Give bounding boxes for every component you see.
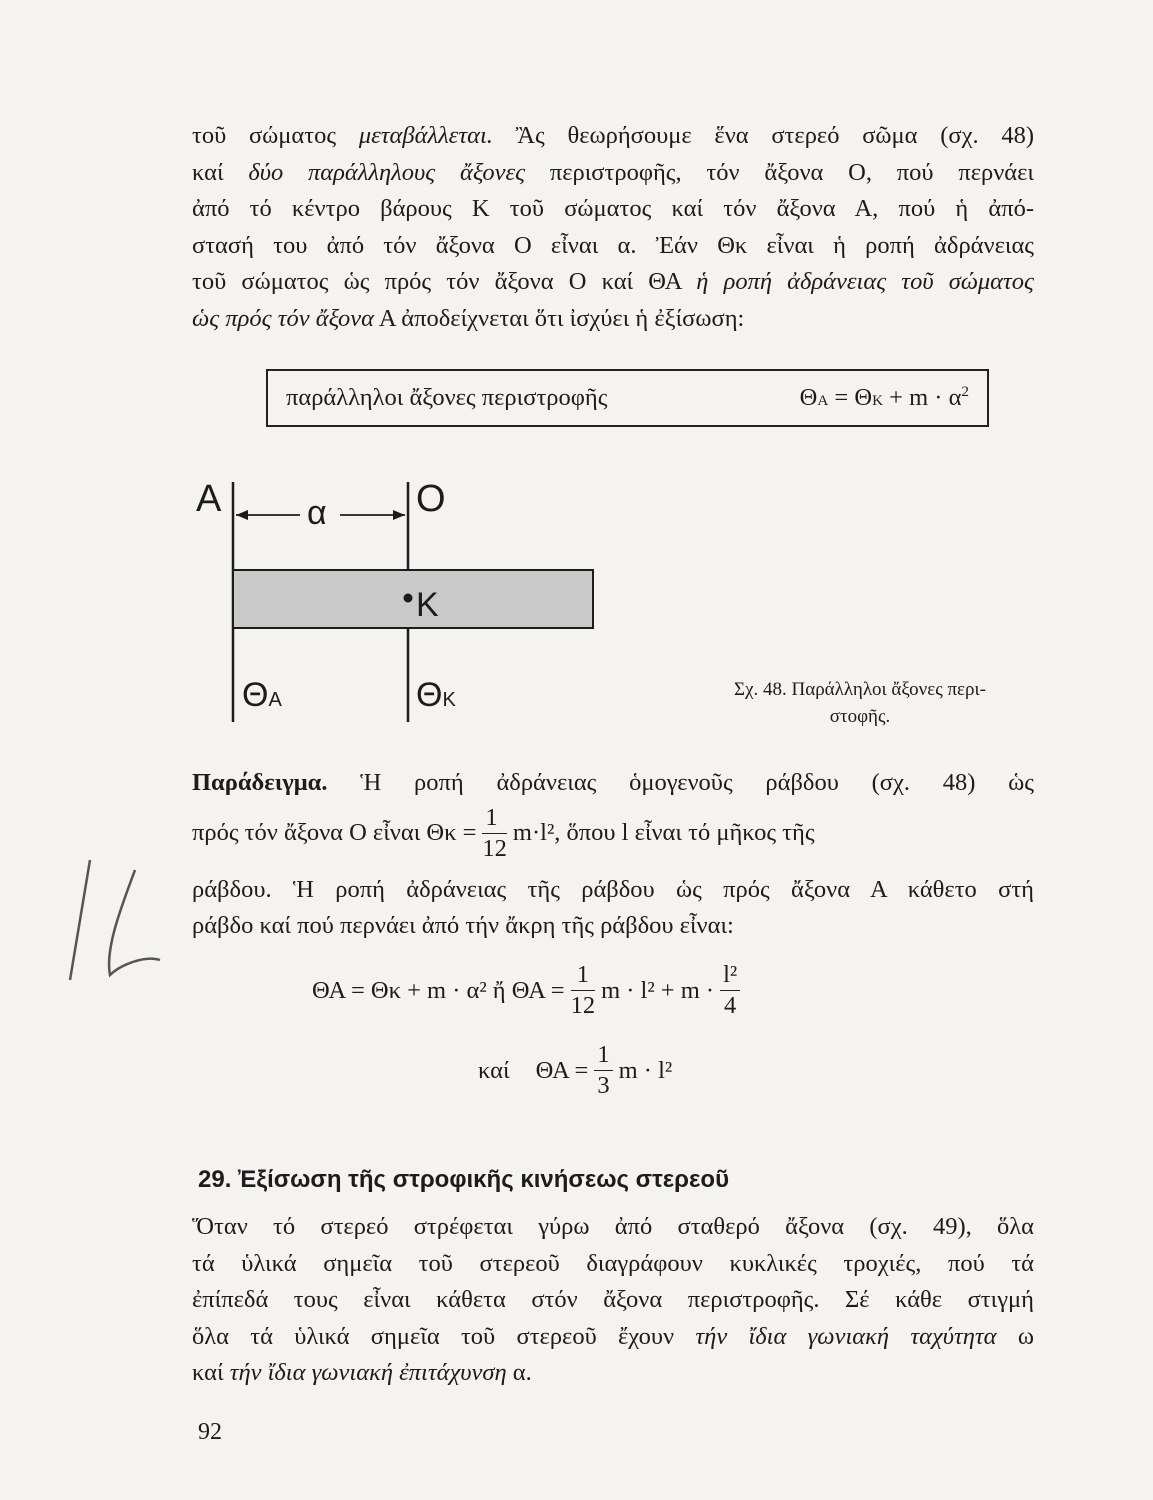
fraction-one-twelfth-b: $\frac{1}{12}$ [570, 961, 596, 1019]
intro-line-1-segment-1: τοῦ σώματος [192, 122, 359, 149]
formula-box-label: παράλληλοι ἄξονες περιστροφῆς [286, 384, 608, 411]
section-line-1-segment-1: Ὅταν τό στερεό στρέφεται γύρω ἀπό σταθερό ἄξονα (σχ. 49), ὅλα [192, 1213, 1034, 1240]
section-line-5-segment-1: καί [192, 1359, 230, 1387]
section-line-4 [192, 1319, 1034, 1356]
intro-line-2-segment-3: περιστροφῆς, τόν ἄξονα Ο, πού περνάει [525, 158, 1035, 186]
center-of-mass-dot [404, 594, 413, 603]
figure-48-caption: Σχ. 48. Παράλληλοι ἄξονες περι- στοφῆς. [734, 679, 986, 727]
section-line-5-segment-2: τήν ἴδια γωνιακή ἐπιτάχυνση [229, 1359, 507, 1387]
intro-line-6-segment-2: Α ἀποδείχνεται ὅτι ἰσχύει ἡ ἐξίσωση: [374, 304, 745, 332]
equation-result-rod-end: καί ΘΑ = $\frac{1}{3}$ m · l² [478, 1041, 673, 1099]
label-theta-a: ΘA [242, 676, 282, 714]
intro-paragraph [192, 118, 1034, 338]
label-axis-a: A [196, 478, 222, 520]
fraction-one-twelfth: $\frac{1}{12}$ [482, 804, 507, 863]
example-line-4: ράβδο καί πού περνάει ἀπό τήν ἄκρη τῆς ράβδου εἶναι: [192, 912, 734, 940]
margin-pencil-mark [60, 850, 170, 990]
intro-line-2 [192, 155, 1034, 192]
rod-body [233, 570, 593, 628]
intro-line-2-segment-1: καί [192, 158, 249, 186]
section-line-3-segment-1: ἐπίπεδά τους εἶναι κάθετα στόν ἄξονα περιστροφῆς. Σέ κάθε στιγμή [192, 1286, 1034, 1314]
formula-box-equation: $\Theta A = \Theta K + m \cdot \alpha^2$ [799, 383, 969, 412]
label-distance-alpha: α [307, 494, 327, 532]
example-paragraph [192, 765, 1034, 945]
intro-line-6 [192, 301, 1034, 338]
section-paragraph [192, 1209, 1034, 1392]
intro-line-2-segment-2: δύο παράλληλους ἄξονες [248, 158, 526, 186]
label-theta-k: ΘK [416, 676, 456, 714]
section-line-2 [192, 1246, 1034, 1283]
section-line-4-segment-1: ὅλα τά ὑλικά σημεῖα τοῦ στερεοῦ ἔχουν [192, 1322, 696, 1350]
equation-parallel-axis-rod: ΘΑ = Θκ + m · α² ἤ ΘΑ = $\frac{1}{12}$ m · l² + m · $\frac{\text{l²}}{4}$ [312, 960, 746, 1021]
intro-line-1 [192, 118, 1034, 155]
intro-line-6-segment-1: ὡς πρός τόν ἄξονα [192, 304, 375, 332]
section-line-5-segment-3: α. [506, 1359, 532, 1387]
example-line-3: ράβδου. Ἡ ροπή ἀδράνειας τῆς ράβδου ὡς πρός ἄξονα Α κάθετο στή [192, 875, 1034, 903]
section-line-5 [192, 1355, 1034, 1392]
fraction-l-squared-over-four: $\frac{\text{l²}}{4}$ [720, 960, 740, 1021]
example-line-1: Παράδειγμα. Ἡ ροπή ἀδράνειας ὁμογενοῦς ράβδου (σχ. 48) ὡς [192, 769, 1034, 796]
label-center-k: K [416, 586, 439, 624]
intro-line-4-segment-1: στασή του ἀπό τόν ἄξονα Ο εἶναι α. Ἐάν Θκ εἶναι ἡ ροπή ἀδράνειας [192, 231, 1034, 259]
example-line-2: πρός τόν ἄξονα Ο εἶναι Θκ = $\frac{1}{12}$ m·l², ὅπου l εἶναι τό μῆκος τῆς [192, 804, 815, 863]
figure-48-parallel-axes [190, 470, 690, 760]
section-line-4-segment-3: ω [996, 1322, 1034, 1350]
intro-line-5-segment-2: ἡ ροπή ἀδράνειας τοῦ σώματος [696, 268, 1034, 296]
intro-line-1-segment-3: Ἂς θεωρήσουμε ἕνα στερεό σῶμα (σχ. 48) [492, 122, 1034, 149]
section-heading: 29. Ἐξίσωση τῆς στροφικῆς κινήσεως στερεοῦ [198, 1166, 730, 1193]
intro-line-5-segment-1: τοῦ σώματος ὡς πρός τόν ἄξονα Ο καί ΘΑ [192, 268, 697, 296]
arrowhead-left [236, 510, 248, 520]
intro-line-3 [192, 191, 1034, 228]
intro-line-4 [192, 228, 1034, 265]
section-line-4-segment-2: τήν ἴδια γωνιακή ταχύτητα [695, 1322, 997, 1350]
arrowhead-right [393, 510, 405, 520]
label-axis-o: O [416, 478, 446, 520]
example-title: Παράδειγμα. [192, 769, 328, 796]
section-line-3 [192, 1282, 1034, 1319]
intro-line-3-segment-1: ἀπό τό κέντρο βάρους Κ τοῦ σώματος καί τόν ἄξονα Α, πού ἡ ἀπό- [192, 195, 1034, 223]
intro-line-5 [192, 264, 1034, 301]
page-number: 92 [198, 1419, 222, 1445]
section-line-1 [192, 1209, 1034, 1246]
intro-line-1-segment-2: μεταβάλλεται. [358, 122, 493, 149]
section-line-2-segment-1: τά ὑλικά σημεῖα τοῦ στερεοῦ διαγράφουν κυκλικές τροχιές, πού τά [192, 1249, 1034, 1277]
fraction-one-third: $\frac{1}{3}$ [594, 1040, 612, 1101]
parallel-axis-formula-box [266, 369, 989, 427]
